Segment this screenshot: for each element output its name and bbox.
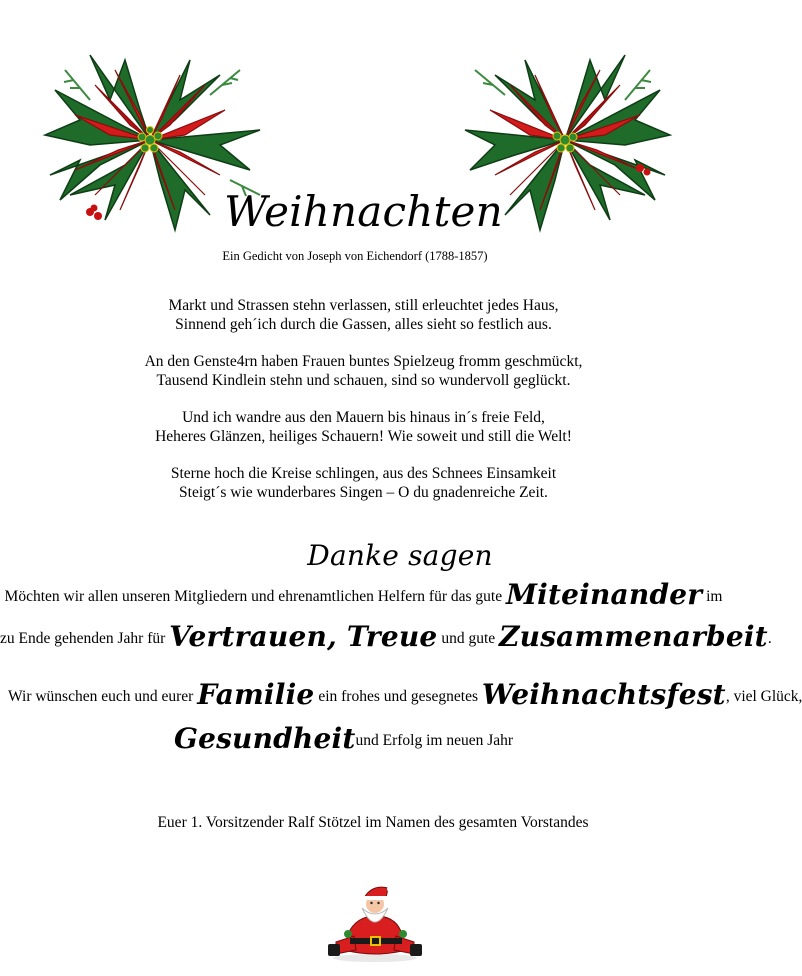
text: Wir wünschen euch und eurer [8,688,198,705]
poem-line: Und ich wandre aus den Mauern bis hinaus in´s freie Feld, [182,409,545,426]
santa-icon [326,884,424,962]
poem-line: Sinnend geh´ich durch die Gassen, alles sieht so festlich aus. [175,316,552,333]
emphasis-word: Gesundheit [173,722,356,755]
thanks-line-2 [0,620,772,653]
poem-stanza-3 [0,408,727,446]
section-heading: Danke sagen [307,539,493,572]
poem-line: Markt und Strassen stehn verlassen, still erleuchtet jedes Haus, [168,297,559,314]
emphasis-word: Familie [197,678,315,711]
text: und Erfolg im neuen Jahr [355,732,514,749]
text: im [702,588,723,605]
thanks-line-4 [0,722,707,755]
poem-line: An den Genste4rn haben Frauen buntes Spielzeug fromm geschmückt, [144,353,583,370]
page-title: Weihnachten [224,187,503,236]
text: . [767,630,772,647]
thanks-line-3 [8,678,802,711]
poem [0,296,727,520]
poem-stanza-2 [0,352,727,390]
thanks-line-1 [0,578,727,611]
text: Möchten wir allen unseren Mitgliedern und ehrenamtlichen Helfern für das gute [4,588,506,605]
emphasis-word: Weihnachtsfest [481,678,726,711]
poem-stanza-1 [0,296,727,334]
text: ein frohes und gesegnetes [314,688,482,705]
signature: Euer 1. Vorsitzender Ralf Stötzel im Namen des gesamten Vorstandes [157,814,589,831]
subtitle: Ein Gedicht von Joseph von Eichendorf (1788-1857) [222,249,488,263]
text: und gute [437,630,500,647]
poem-line: Steigt´s wie wunderbares Singen – O du gnadenreiche Zeit. [179,484,548,501]
poem-stanza-4 [0,464,727,502]
poem-line: Sterne hoch die Kreise schlingen, aus des Schnees Einsamkeit [170,465,557,482]
text: zu Ende gehenden Jahr für [0,630,170,647]
poem-line: Tausend Kindlein stehn und schauen, sind so wundervoll geglückt. [156,372,571,389]
text: , viel Glück, [725,688,802,705]
emphasis-word: Zusammenarbeit [499,620,768,653]
emphasis-word: Miteinander [505,578,703,611]
poem-line: Heheres Glänzen, heiliges Schauern! Wie soweit und still die Welt! [155,428,572,445]
emphasis-word: Vertrauen, Treue [169,620,438,653]
